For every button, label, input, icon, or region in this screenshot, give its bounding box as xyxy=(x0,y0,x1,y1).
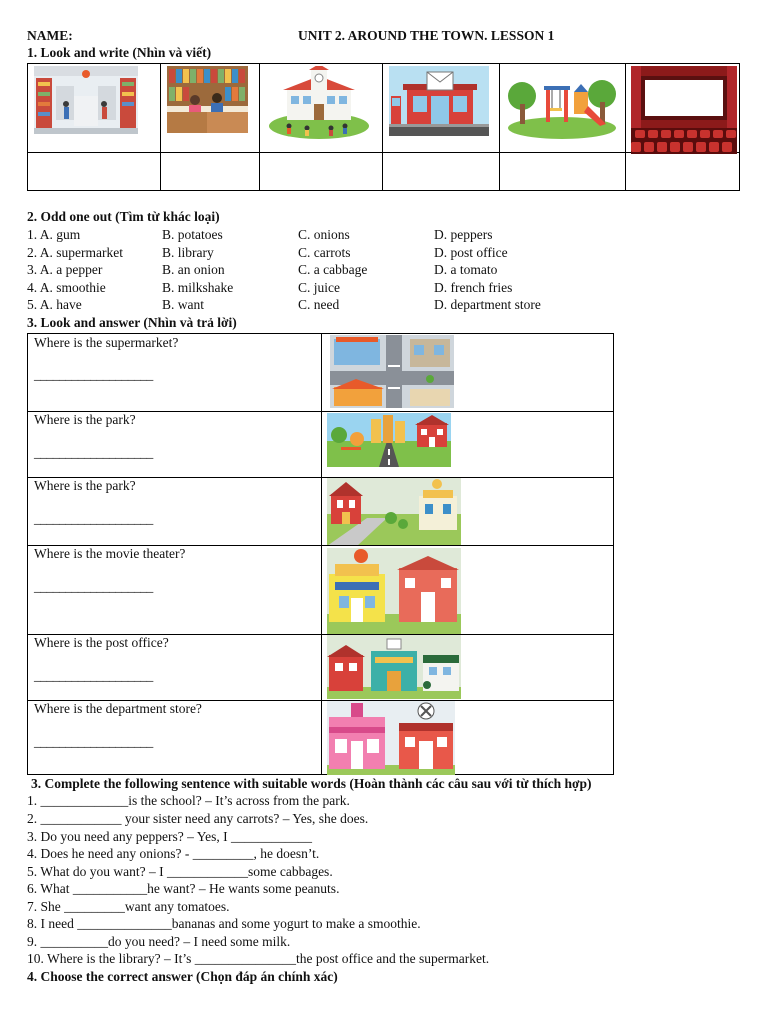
school-icon xyxy=(267,66,371,140)
post-office-icon xyxy=(389,66,489,136)
answer-line[interactable]: ___________________ xyxy=(34,668,153,683)
table-row xyxy=(28,545,613,634)
section4-title: 3. Complete the following sentence with suitable words (Hoàn thành các câu sau với từ thích hợp) xyxy=(31,776,592,791)
option-c: C. juice xyxy=(298,280,340,295)
sentence-1: 1. _____________is the school? – It’s across from the park. xyxy=(27,793,350,808)
answer-line[interactable]: ___________________ xyxy=(34,445,153,460)
sentence-10: 10. Where is the library? – It’s _______________the post office and the supermarket. xyxy=(27,951,490,966)
option-d: D. peppers xyxy=(434,227,493,242)
odd-row-4 xyxy=(27,280,747,297)
question-text: Where is the park? xyxy=(34,478,136,493)
option-b: B. want xyxy=(162,297,204,312)
department-store-icon xyxy=(327,701,455,775)
question-text: Where is the park? xyxy=(34,412,136,427)
question-text: Where is the supermarket? xyxy=(34,335,179,350)
option-b: B. potatoes xyxy=(162,227,223,242)
option-a: 3. A. a pepper xyxy=(27,262,103,277)
sentence-6: 6. What ___________he want? – He wants some peanuts. xyxy=(27,881,340,896)
option-c: C. need xyxy=(298,297,340,312)
movie-theater-icon xyxy=(631,66,737,154)
look-and-answer-table xyxy=(27,333,614,775)
town-map-icon xyxy=(330,335,454,408)
option-a: 1. A. gum xyxy=(27,227,81,242)
school-park-icon xyxy=(327,478,461,546)
option-c: C. carrots xyxy=(298,245,351,260)
option-c: C. a cabbage xyxy=(298,262,368,277)
odd-row-1 xyxy=(27,227,747,244)
post-office-street-icon xyxy=(327,635,461,699)
option-b: B. milkshake xyxy=(162,280,234,295)
table-row xyxy=(28,334,613,411)
answer-line[interactable]: ___________________ xyxy=(34,367,153,382)
odd-row-2 xyxy=(27,245,747,262)
option-d: D. a tomato xyxy=(434,262,498,277)
option-b: B. an onion xyxy=(162,262,225,277)
question-text: Where is the post office? xyxy=(34,635,169,650)
option-a: 5. A. have xyxy=(27,297,82,312)
option-d: D. post office xyxy=(434,245,508,260)
sentence-7: 7. She _________want any tomatoes. xyxy=(27,899,230,914)
option-d: D. department store xyxy=(434,297,541,312)
library-icon xyxy=(167,66,248,133)
theater-store-icon xyxy=(327,548,461,634)
section2-title: 2. Odd one out (Tìm từ khác loại) xyxy=(27,209,220,224)
odd-row-3 xyxy=(27,262,747,279)
option-d: D. french fries xyxy=(434,280,513,295)
unit-title: UNIT 2. AROUND THE TOWN. LESSON 1 xyxy=(298,28,555,43)
table-row xyxy=(28,477,613,545)
odd-row-5 xyxy=(27,297,747,314)
option-c: C. onions xyxy=(298,227,350,242)
question-text: Where is the department store? xyxy=(34,701,202,716)
option-b: B. library xyxy=(162,245,214,260)
section1-title: 1. Look and write (Nhìn và viết) xyxy=(27,45,212,60)
sentence-9: 9. __________do you need? – I need some milk. xyxy=(27,934,291,949)
park-street-icon xyxy=(327,413,451,467)
sentence-4: 4. Does he need any onions? - _________, he doesn’t. xyxy=(27,846,320,861)
name-label: NAME: xyxy=(27,28,73,43)
table-row xyxy=(28,700,613,776)
sentence-8: 8. I need ______________bananas and some yogurt to make a smoothie. xyxy=(27,916,421,931)
question-text: Where is the movie theater? xyxy=(34,546,186,561)
park-icon xyxy=(506,66,618,140)
look-and-write-table xyxy=(27,63,740,191)
answer-line[interactable]: ___________________ xyxy=(34,734,153,749)
table-row xyxy=(28,634,613,700)
answer-line[interactable]: ___________________ xyxy=(34,511,153,526)
supermarket-icon xyxy=(34,66,138,134)
sentence-5: 5. What do you want? – I ____________some cabbages. xyxy=(27,864,333,879)
section3-title: 3. Look and answer (Nhìn và trả lời) xyxy=(27,315,237,330)
option-a: 4. A. smoothie xyxy=(27,280,106,295)
section5-title: 4. Choose the correct answer (Chọn đáp án chính xác) xyxy=(27,969,338,984)
option-a: 2. A. supermarket xyxy=(27,245,123,260)
answer-line[interactable]: ___________________ xyxy=(34,579,153,594)
table-row xyxy=(28,411,613,477)
sentence-3: 3. Do you need any peppers? – Yes, I ____________ xyxy=(27,829,312,844)
sentence-2: 2. ____________ your sister need any carrots? – Yes, she does. xyxy=(27,811,369,826)
